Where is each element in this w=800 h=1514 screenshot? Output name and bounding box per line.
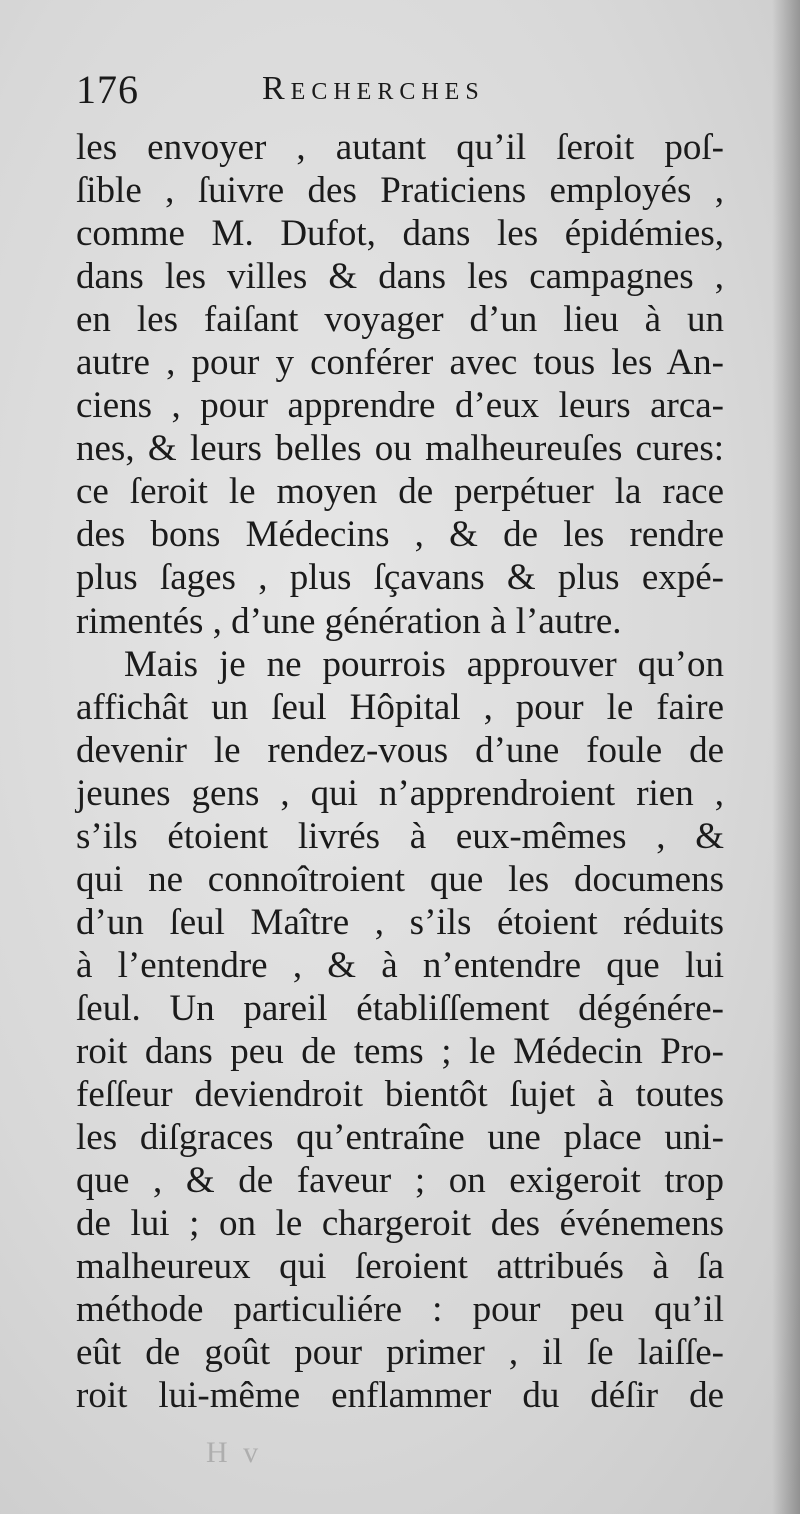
text-line: ce ſeroit le moyen de perpétuer la race — [76, 471, 724, 513]
text-line: roit lui-même enflammer du déſir de — [76, 1375, 724, 1417]
text-line: les diſgraces qu’entraîne une place uni- — [76, 1117, 724, 1159]
page-header — [76, 66, 726, 114]
text-line: jeunes gens , qui n’apprendroient rien , — [76, 772, 724, 814]
text-line-paragraph-end: rimentés , d’une génération à l’autre. — [76, 600, 622, 642]
text-line-paragraph-start: Mais je ne pourrois approuver qu’on — [124, 643, 724, 685]
page-gutter-shadow — [772, 0, 800, 1514]
text-line: autre , pour y conférer avec tous les An- — [76, 342, 724, 384]
text-line: ciens , pour apprendre d’eux leurs arca- — [76, 385, 724, 427]
text-line: comme M. Dufot, dans les épidémies, — [76, 213, 724, 255]
text-line: roit dans peu de tems ; le Médecin Pro- — [76, 1030, 724, 1072]
text-line: en les faiſant voyager d’un lieu à un — [76, 299, 724, 341]
text-line: s’ils étoient livrés à eux-mêmes , & — [76, 815, 724, 857]
text-line: que , & de faveur ; on exigeroit trop — [76, 1160, 724, 1202]
text-line: feſſeur deviendroit bientôt ſujet à toutes — [76, 1074, 724, 1116]
body-text — [76, 126, 724, 1417]
text-line: ſible , ſuivre des Praticiens employés , — [76, 170, 724, 212]
text-line: de lui ; on le chargeroit des événemens — [76, 1203, 724, 1245]
show-through-signature-mark: H v — [206, 1436, 263, 1469]
text-line: dans les villes & dans les campagnes , — [76, 256, 724, 298]
text-line: méthode particuliére : pour peu qu’il — [76, 1289, 724, 1331]
text-line: nes, & leurs belles ou malheureuſes cures: — [76, 428, 724, 470]
text-line: les envoyer , autant qu’il ſeroit poſ- — [76, 127, 724, 168]
running-head: Recherches — [262, 70, 485, 107]
text-line: devenir le rendez-vous d’une foule de — [76, 729, 724, 771]
text-line: plus ſages , plus ſçavans & plus expé- — [76, 557, 724, 599]
text-line: malheureux qui ſeroient attribués à ſa — [76, 1246, 724, 1288]
text-line: affichât un ſeul Hôpital , pour le faire — [76, 686, 724, 728]
text-line: qui ne connoîtroient que les documens — [76, 858, 724, 900]
text-line: ſeul. Un pareil établiſſement dégénére- — [76, 987, 724, 1029]
text-line: d’un ſeul Maître , s’ils étoient réduits — [76, 901, 724, 943]
text-line: à l’entendre , & à n’entendre que lui — [76, 944, 724, 986]
page-number: 176 — [76, 67, 139, 112]
text-line: des bons Médecins , & de les rendre — [76, 514, 724, 556]
text-line: eût de goût pour primer , il ſe laiſſe- — [76, 1332, 724, 1374]
